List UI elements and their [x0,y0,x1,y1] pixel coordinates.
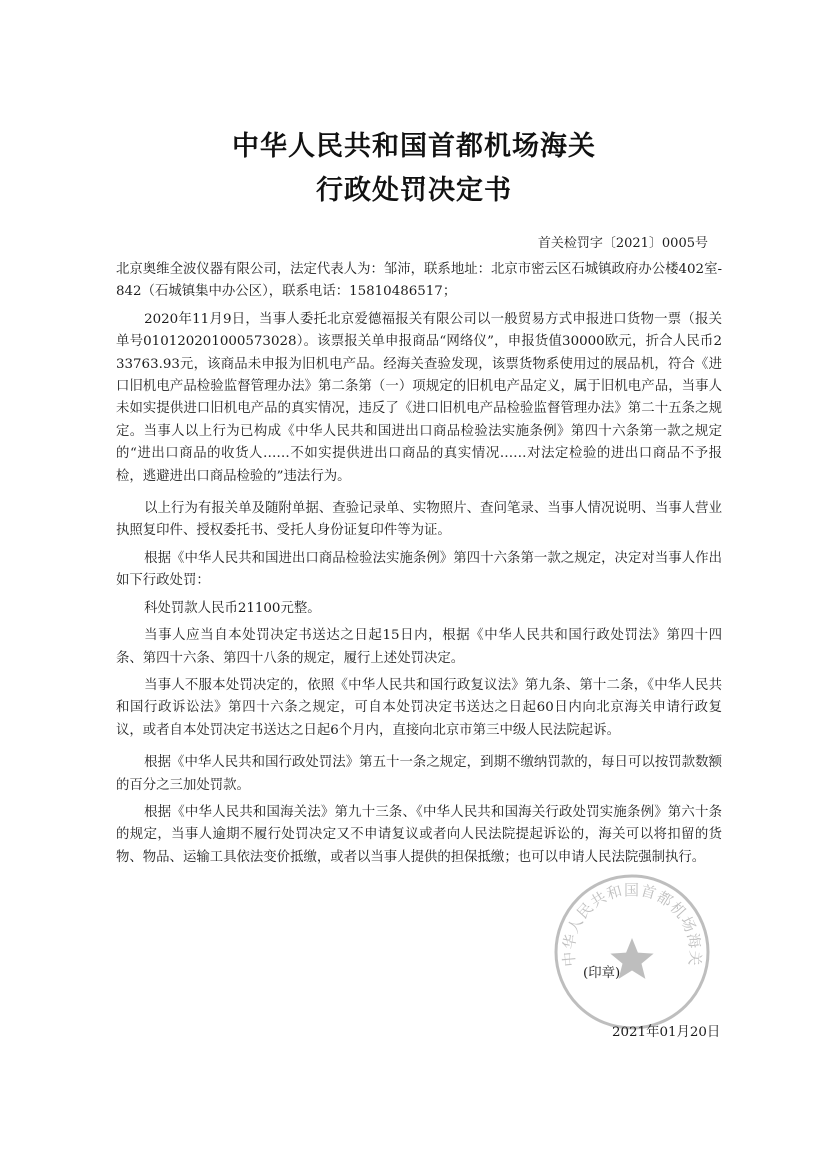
document-body [116,259,722,869]
party-info-paragraph: 北京奥维全波仪器有限公司，法定代表人为：邹沛，联系地址：北京市密云区石城镇政府办公楼402室-842（石城镇集中办公区），联系电话：15810486517； [116,262,722,300]
evidence-paragraph: 以上行为有报关单及随附单据、查验记录单、实物照片、查问笔录、当事人情况说明、当事人营业执照复印件、授权委托书、受托人身份证复印件等为证。 [116,501,722,539]
official-seal [552,872,712,1032]
late-fine-paragraph: 根据《中华人民共和国行政处罚法》第五十一条之规定，到期不缴纳罚款的，每日可以按罚款数额的百分之三加处罚款。 [116,755,722,793]
seal-text: 中华人民共和国首都机场海关 [559,880,705,968]
appeal-rights-paragraph: 当事人不服本处罚决定的，依照《中华人民共和国行政复议法》第九条、第十二条，《中华人民共和国行政诉讼法》第四十六条之规定，可自本处罚决定书送达之日起60日内向北京海关申请行政复议，或者自本处罚决定书送达之日起6个月内，直接向北京市第三中级人民法院起诉。 [116,677,722,738]
enforcement-paragraph: 根据《中华人民共和国海关法》第九十三条、《中华人民共和国海关行政处罚实施条例》第六十条的规定，当事人逾期不履行处罚决定又不申请复议或者向人民法院提起诉讼的，海关可以将扣留的货物、物品、运输工具依法变价抵缴，或者以当事人提供的担保抵缴；也可以申请人民法院强制执行。 [116,804,722,865]
document-title-line2: 行政处罚决定书 [316,175,512,206]
penalty-paragraph: 科处罚款人民币21100元整。 [144,600,321,616]
legal-basis-paragraph: 根据《中华人民共和国进出口商品检验法实施条例》第四十六条第一款之规定，决定对当事人作出如下行政处罚： [116,550,722,589]
document-number: 首关检罚字〔2021〕0005号 [537,236,708,251]
document-title-line1: 中华人民共和国首都机场海关 [232,131,596,162]
facts-paragraph: 2020年11月9日，当事人委托北京爱德福报关有限公司以一般贸易方式申报进口货物一票（报关单号010120201000573028）。该票报关单申报商品“网络仪”，申报货值30000欧元，折合人民币233763.93元，该商品未申报为旧机电产品。经海关查验发现，该票货物系使用过的展品机，符合《进口旧机电产品检验监督管理办法》第二条第（一）项规定的旧机电产品定义，属于旧机电产品，当事人未如实提供进口旧机电产品的真实情况，违反了《进口旧机电产品检验监督管理办法》第二十五条之规定。当事人以上行为已构成《中华人民共和国进出口商品检验法实施条例》第四十六条第一款之规定的“进出口商品的收货人……不如实提供进出口商品的真实情况……对法定检验的进出口商品不予报检，逃避进出口商品检验的”违法行为。 [116,311,722,484]
stamp-label: (印章) [583,966,621,981]
issue-date: 2021年01月20日 [612,1025,721,1040]
payment-deadline-paragraph: 当事人应当自本处罚决定书送达之日起15日内，根据《中华人民共和国行政处罚法》第四十四条、第四十六条、第四十八条的规定，履行上述处罚决定。 [116,628,722,666]
